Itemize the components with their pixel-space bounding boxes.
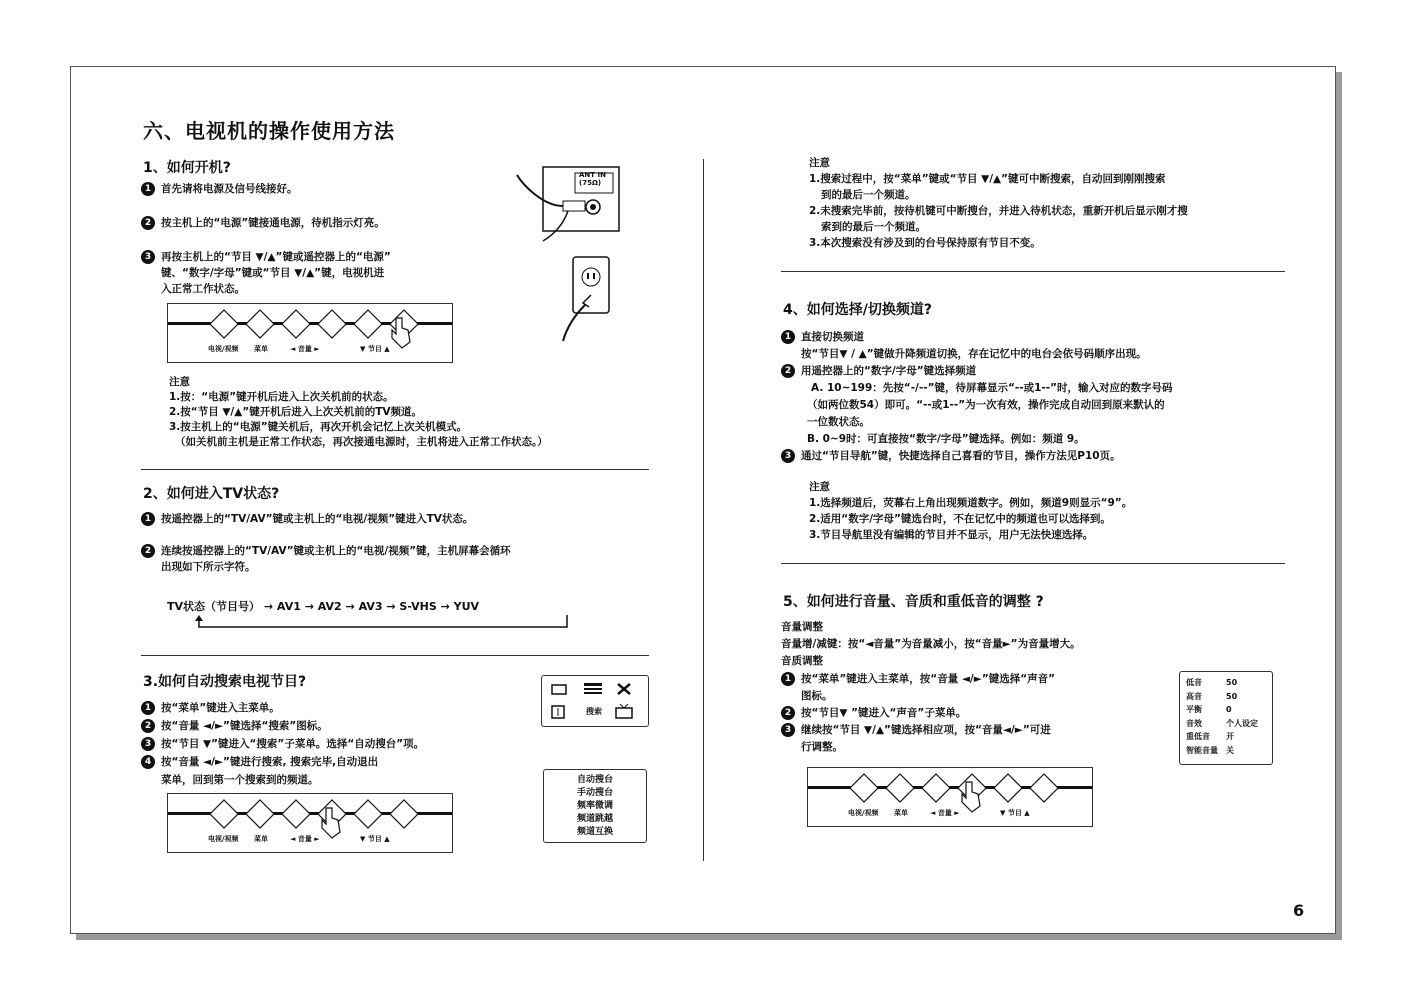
key-label-volume: ◄ 音量 ►: [290, 345, 320, 353]
main-menu-icons-art: [542, 676, 648, 726]
s1-step-3: 3 再按主机上的“节目 ▼/▲”键或遥控器上的“电源” 键、“数字/字母”键或“节目 ▼/▲”键，电视机进 入正常工作状态。: [141, 249, 391, 297]
submenu-skip: 频道跳越: [576, 814, 613, 824]
sound-row-treble: 高音 50: [1186, 691, 1238, 701]
section-4-heading: 4、如何选择/切换频道?: [783, 302, 932, 318]
center-divider: [703, 159, 704, 861]
key-label-menu: 菜单: [254, 345, 268, 353]
clock-icon: [552, 706, 564, 718]
s4-items: 1 直接切换频道 按“节目▼ / ▲”键做升降频道切换，存在记忆中的电台会依号码顺序出现。 2 用遥控器上的“数字/字母”键选择频道 A. 10~199：先按“-/--”键，待屏幕显示“--或1--”时，输入对应的数字号码 （如两位数54）即可。“--或1--”为一次有效，操作完成自动回到原来默认的 一位数状态。 B. 0~9时：可直接按“数字/字母”键选择。例如：频道 9。 3 通过“节目导航”键，快捷选择自己喜看的节目，操作方法见P10页。: [781, 329, 1173, 465]
tv-av-flow: TV状态（节目号） → AV1 → AV2 → AV3 → S-VHS → YUV: [167, 600, 480, 613]
s1-step-1: 1 首先请将电源及信号线接好。: [141, 181, 298, 197]
antenna-label: ANT IN (75Ω): [579, 171, 606, 187]
screen-icon: [552, 685, 566, 694]
s3-steps: 1 按“菜单”键进入主菜单。 2 按“音量 ◄/►”键选择“搜索”图标。 3 按“节目 ▼”键进入“搜索”子菜单。选择“自动搜台”项。 4 按“音量 ◄/►”键进行搜索, 搜索完毕,自动退出 菜单，回到第一个搜索到的频道。: [141, 699, 424, 789]
divider: [781, 563, 1285, 564]
section-3-heading: 3.如何自动搜索电视节目?: [143, 674, 307, 690]
antenna-plug-illustration: [513, 165, 623, 245]
search-notes: 注意 1.搜索过程中，按“菜单”键或“节目 ▼/▲”键可中断搜索，自动回到刚刚搜索 到的最后一个频道。 2.未搜索完毕前，按待机键可中断搜台，并进入待机状态，重新开机后显示刚才搜 索到的最后一个频道。 3.本次搜索没有涉及到的台号保持原有节目不变。: [809, 157, 1188, 249]
sound-row-effect: 音效 个人设定: [1186, 718, 1258, 728]
sound-row-smart-volume: 智能音量 关: [1186, 745, 1234, 755]
page-title: 六、电视机的操作使用方法: [143, 119, 395, 143]
s5-key-panel: 电视/视频 菜单 ◄ 音量 ► ▼ 节目 ▲: [807, 767, 1093, 827]
s3-key-panel: 电视/视频 菜单 ◄ 音量 ► ▼ 节目 ▲: [167, 793, 453, 853]
section-2-heading: 2、如何进入TV状态?: [143, 486, 280, 502]
search-submenu-panel: [543, 769, 647, 843]
main-menu-icon-panel: [541, 675, 649, 727]
section-5-heading: 5、如何进行音量、音质和重低音的调整 ?: [783, 594, 1044, 610]
sound-icon: [584, 683, 602, 694]
s2-step-2: 2 连续按遥控器上的“TV/AV”键或主机上的“电视/视频”键，主机屏幕会循环 出现如下所示字符。: [141, 543, 511, 575]
tv-icon: [616, 704, 632, 718]
s2-step-1: 1 按遥控器上的“TV/AV”键或主机上的“电视/视频”键进入TV状态。: [141, 511, 473, 527]
submenu-swap: 频道互换: [576, 827, 613, 837]
submenu-manual-search: 手动搜台: [576, 788, 613, 798]
sound-row-bass: 低音 50: [1186, 678, 1238, 687]
s1-note-title: 注意: [169, 376, 190, 388]
s1-key-panel: [167, 303, 453, 363]
power-outlet-illustration: [555, 255, 615, 345]
section-1-heading: 1、如何开机?: [143, 160, 231, 176]
search-icon: 搜索: [586, 707, 602, 716]
sound-row-balance: 平衡 0: [1186, 705, 1232, 714]
submenu-auto-search: 自动搜台: [576, 775, 613, 785]
divider: [141, 655, 649, 656]
submenu-fine-tune: 频率微调: [576, 801, 613, 811]
key-label-program: ▼ 节目 ▲: [360, 345, 390, 353]
divider: [781, 271, 1285, 272]
s1-notes: 注意 1.按：“电源”键开机后进入上次关机前的状态。 2.按“节目 ▼/▲”键开机后进入上次关机前的TV频道。 3.按主机上的“电源”键关机后，再次开机会记忆上次关机模式。 （如关机前主机是正常工作状态，再次接通电源时，主机将进入正常工作状态。）: [169, 376, 548, 448]
flow-loop-arrow: [189, 615, 573, 631]
key-label-tvav: 电视/视频: [208, 345, 239, 353]
divider: [141, 469, 649, 470]
s1-step-2: 2 按主机上的“电源”键接通电源，待机指示灯亮。: [141, 215, 385, 231]
s4-notes: 注意 1.选择频道后，荧幕右上角出现频道数字。例如，频道9则显示“9”。 2.适用“数字/字母”键选台时，不在记忆中的频道也可以选择到。 3.节目导航里没有编辑的节目并不显示，用户无法快速选择。: [809, 481, 1133, 541]
sound-row-subwoofer: 重低音 开: [1186, 732, 1234, 741]
sound-menu-panel: [1179, 671, 1273, 765]
s5-steps: 1 按“菜单”键进入主菜单，按“音量 ◄/►”键选择“声音” 图标。 2 按“节目▼ ”键进入“声音”子菜单。 3 继续按“节目 ▼/▲”键选择相应项，按“音量◄/►”可进 行调整。: [781, 671, 1055, 756]
s5-volume: 音量调整 音量增/减键：按“◄音量”为音量减小，按“音量►”为音量增大。 音质调整: [781, 621, 1081, 667]
page-number: 6: [1293, 901, 1305, 920]
manual-page: [70, 66, 1336, 934]
tools-icon: [618, 684, 630, 694]
